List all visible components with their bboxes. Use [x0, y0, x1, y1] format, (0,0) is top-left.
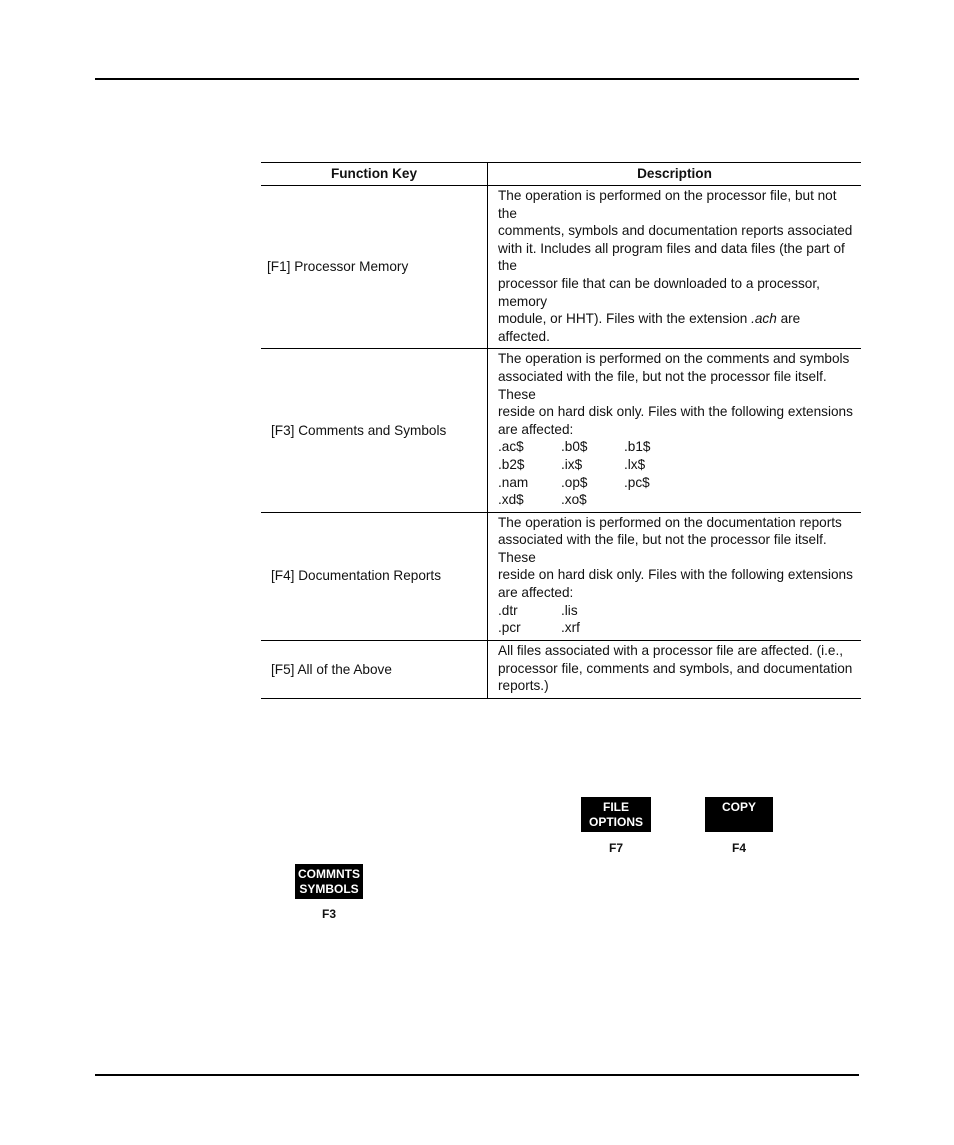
description-line: reside on hard disk only. Files with the following extensions [498, 404, 853, 420]
description-line: associated with the file, but not the processor file itself. These [498, 368, 827, 402]
description-cell [488, 640, 862, 698]
extension: .lis [561, 602, 578, 618]
extension-row [498, 456, 853, 474]
description-line: associated with the file, but not the processor file itself. These [498, 532, 827, 565]
description-cell [488, 512, 862, 640]
description-line: processor file that can be downloaded to a processor, memory [498, 275, 820, 309]
function-key-cell: [F1] Processor Memory [261, 186, 488, 349]
header-function-key: Function Key [261, 163, 488, 186]
f7-key-label: F7 [608, 841, 623, 855]
footer-rule [95, 1074, 859, 1076]
function-key-cell: [F4] Documentation Reports [261, 512, 488, 640]
header-rule [95, 78, 859, 80]
description-line: are affected: [498, 585, 574, 601]
extension-row [498, 438, 853, 456]
key-label: COMMNTS [298, 866, 360, 881]
extension: .xd$ [498, 492, 524, 508]
extension: .lx$ [624, 456, 646, 472]
extension-row [498, 619, 853, 637]
header-description: Description [488, 163, 862, 186]
f3-key-label: F3 [321, 907, 336, 921]
extension: .ac$ [498, 439, 524, 455]
extension: .pc$ [624, 474, 650, 490]
extension-row [498, 602, 853, 620]
extension: .dtr [498, 602, 518, 618]
copy-key[interactable] [705, 797, 773, 832]
description-line: reports.) [498, 678, 549, 694]
description-line: with it. Includes all program files and data files (the part of the [498, 240, 845, 274]
key-label: COPY [721, 800, 756, 814]
description-line: All files associated with a processor file are affected. (i.e., [498, 642, 844, 658]
key-label: SYMBOLS [299, 881, 359, 896]
extension: .xrf [561, 620, 580, 636]
extension: .pcr [498, 620, 521, 636]
text-segment: are affected. [498, 311, 801, 344]
description-line: The operation is performed on the comments and symbols [498, 351, 850, 367]
function-key-cell: [F3] Comments and Symbols [261, 349, 488, 512]
description-line: comments, symbols and documentation reports associated [498, 223, 853, 239]
description-line: are affected: [498, 421, 574, 437]
description-line [498, 310, 853, 345]
description-line: The operation is performed on the processor file, but not the [498, 188, 837, 221]
extension: .op$ [561, 474, 588, 490]
table-row [261, 349, 861, 512]
function-key-table [261, 162, 861, 699]
text-segment: module, or HHT). Files with the extension [498, 311, 752, 327]
extension: .xo$ [561, 492, 587, 508]
description-line: processor file, comments and symbols, and documentation [498, 660, 853, 676]
description-cell [488, 349, 862, 512]
key-label: FILE [603, 799, 629, 814]
table-row [261, 640, 861, 698]
extension-emphasis: .ach [751, 311, 777, 327]
extension-row [498, 474, 853, 492]
f4-key-label: F4 [731, 841, 746, 855]
extension: .b2$ [498, 456, 525, 472]
description-line: The operation is performed on the documentation reports [498, 514, 842, 530]
key-label: OPTIONS [588, 814, 643, 829]
description-line: reside on hard disk only. Files with the following extensions [498, 567, 853, 583]
extension-row [498, 491, 853, 509]
table-row [261, 186, 861, 349]
commnts-symbols-key[interactable] [295, 864, 363, 899]
description-cell [488, 186, 862, 349]
file-options-key[interactable] [581, 797, 651, 832]
function-key-cell: [F5] All of the Above [261, 640, 488, 698]
extension: .b1$ [624, 439, 651, 455]
extension: .nam [498, 474, 529, 490]
extension: .ix$ [561, 456, 583, 472]
extension: .b0$ [561, 439, 588, 455]
table-header-row [261, 163, 861, 186]
table-row [261, 512, 861, 640]
